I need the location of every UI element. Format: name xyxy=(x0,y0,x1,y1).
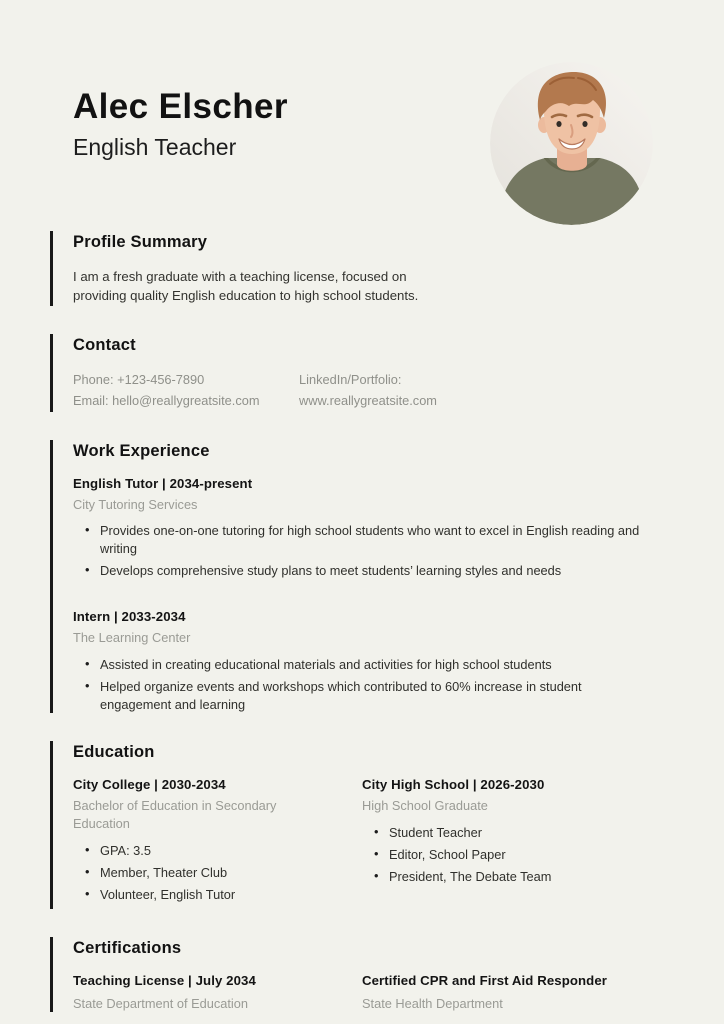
contact-details xyxy=(73,370,662,411)
school-title: City College | 2030-2034 xyxy=(73,776,226,792)
education-entry xyxy=(73,777,362,909)
job-title: English Tutor | 2034-present xyxy=(73,475,253,491)
section-contact xyxy=(50,334,662,411)
certification-title: Certified CPR and First Aid Responder xyxy=(362,972,608,988)
candidate-name: Alec Elscher xyxy=(73,87,288,126)
section-work-experience xyxy=(50,440,662,713)
contact-column-left xyxy=(73,370,299,411)
job-company: City Tutoring Services xyxy=(73,496,198,512)
education-entry xyxy=(362,777,662,909)
section-education xyxy=(50,741,662,909)
certification-issuer: State Department of Education xyxy=(73,995,248,1011)
contact-heading: Contact xyxy=(73,336,136,355)
job-bullet: • Helped organize events and workshops which contributed to 60% increase in student engagement and learning xyxy=(73,678,640,713)
education-columns xyxy=(73,777,662,909)
education-heading: Education xyxy=(73,742,155,761)
candidate-job-title: English Teacher xyxy=(73,133,237,160)
certification-issuer: State Health Department xyxy=(362,995,503,1011)
job-entry xyxy=(73,609,662,713)
section-certifications xyxy=(50,937,662,1013)
school-bullet: • GPA: 3.5 xyxy=(73,842,362,859)
certification-title: Teaching License | July 2034 xyxy=(73,972,256,988)
job-bullet: • Assisted in creating educational materials and activities for high school students xyxy=(73,656,640,673)
resume-body xyxy=(50,231,662,1013)
contact-phone: Phone: +123-456-7890 xyxy=(73,372,205,388)
school-bullet-list xyxy=(73,842,362,904)
school-bullet: • Member, Theater Club xyxy=(73,864,362,881)
school-degree: High School Graduate xyxy=(362,797,488,813)
school-bullet: • Student Teacher xyxy=(362,824,662,841)
profile-photo xyxy=(490,62,653,225)
contact-linkedin-label: LinkedIn/Portfolio: xyxy=(299,372,402,388)
profile-summary-text: I am a fresh graduate with a teaching license, focused on providing quality English education to high school students. xyxy=(73,268,419,304)
job-company: The Learning Center xyxy=(73,630,191,646)
profile-summary-heading: Profile Summary xyxy=(73,232,208,251)
school-degree: Bachelor of Education in Secondary Education xyxy=(73,797,277,831)
school-title: City High School | 2026-2030 xyxy=(362,776,545,792)
contact-website: www.reallygreatsite.com xyxy=(299,392,437,408)
job-bullet-list xyxy=(73,656,662,713)
job-bullet: • Develops comprehensive study plans to meet students’ learning styles and needs xyxy=(73,562,640,579)
certification-columns xyxy=(73,973,662,1013)
school-bullet: • Volunteer, English Tutor xyxy=(73,886,362,903)
portrait-illustration xyxy=(490,62,653,225)
job-entry xyxy=(73,476,662,580)
job-bullet: • Provides one-on-one tutoring for high school students who want to excel in English reading and writing xyxy=(73,522,640,557)
job-bullet-list xyxy=(73,522,662,579)
school-bullet-list xyxy=(362,824,662,886)
certifications-heading: Certifications xyxy=(73,938,182,957)
contact-email: Email: hello@reallygreatsite.com xyxy=(73,392,260,408)
certification-entry xyxy=(362,973,662,1013)
certification-entry xyxy=(73,973,362,1013)
contact-column-right xyxy=(299,370,437,411)
school-bullet: • Editor, School Paper xyxy=(362,846,662,863)
job-title: Intern | 2033-2034 xyxy=(73,609,186,625)
work-experience-heading: Work Experience xyxy=(73,441,210,460)
section-profile-summary xyxy=(50,231,662,307)
school-bullet: • President, The Debate Team xyxy=(362,868,662,885)
